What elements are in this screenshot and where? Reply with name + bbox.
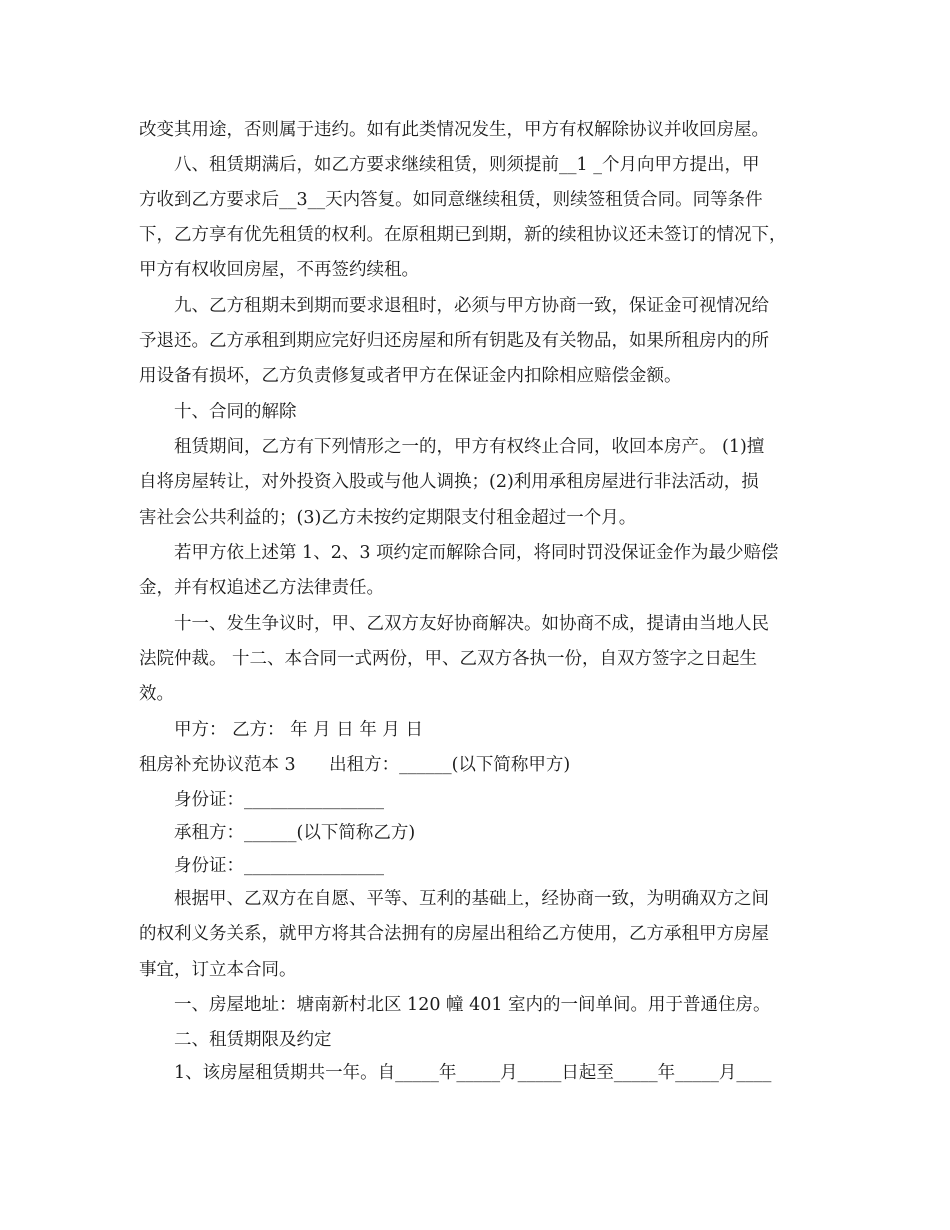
text-line: 方收到乙方要求后__3__天内答复。如同意继续租赁，则续签租赁合同。同等条件 [139,190,763,210]
text-line: 的权利义务关系，就甲方将其合法拥有的房屋出租给乙方使用，乙方承租甲方房屋 [139,924,769,944]
lessee-line: 承租方：______(以下简称乙方) [174,823,416,843]
text-line: 一、房屋地址：塘南新村北区 120 幢 401 室内的一间单间。用于普通住房。 [174,995,771,1015]
text-line: 改变其用途，否则属于违约。如有此类情况发生，甲方有权解除协议并收回房屋。 [139,120,769,140]
text-line: 八、租赁期满后，如乙方要求继续租赁，则须提前__1 _个月向甲方提出，甲 [174,155,760,175]
text-line: 若甲方依上述第 1、2、3 项约定而解除合同，将同时罚没保证金作为最少赔偿 [174,543,779,563]
text-line: 害社会公共利益的；(3)乙方未按约定期限支付租金超过一个月。 [139,508,637,528]
text-line: 用设备有损坏，乙方负责修复或者甲方在保证金内扣除相应赔偿金额。 [139,366,682,386]
signature-line: 甲方： 乙方： 年 月 日 年 月 日 [174,720,423,740]
text-line: 予退还。乙方承租到期应完好归还房屋和所有钥匙及有关物品，如果所租房内的所 [139,331,769,351]
text-line: 甲方有权收回房屋，不再签约续租。 [139,260,419,280]
text-line: 根据甲、乙双方在自愿、平等、互利的基础上，经协商一致，为明确双方之间 [174,889,769,909]
agreement-title-line: 租房补充协议范本 3 出租方：______(以下简称甲方) [139,755,571,775]
text-line: 下，乙方享有优先租赁的权利。在原租期已到期，新的续租协议还未签订的情况下， [139,225,787,245]
text-line: 自将房屋转让，对外投资入股或与他人调换；(2)利用承租房屋进行非法活动，损 [139,472,759,492]
section-heading: 十、合同的解除 [174,402,297,422]
text-line: 1、该房屋租赁期共一年。自_____年_____月_____日起至_____年_____月____ [174,1063,772,1083]
text-line: 效。 [139,684,174,704]
text-line: 九、乙方租期未到期而要求退租时，必须与甲方协商一致，保证金可视情况给 [174,296,769,316]
section-heading: 二、租赁期限及约定 [174,1030,332,1050]
id-field-line: 身份证：________________ [174,790,384,810]
text-line: 十一、发生争议时，甲、乙双方友好协商解决。如协商不成，提请由当地人民 [174,614,769,634]
text-line: 事宜，订立本合同。 [139,960,297,980]
text-line: 金，并有权追述乙方法律责任。 [139,578,384,598]
text-line: 租赁期间，乙方有下列情形之一的，甲方有权终止合同，收回本房产。 (1)擅 [174,437,765,457]
id-field-line: 身份证：________________ [174,856,384,876]
text-line: 法院仲裁。 十二、本合同一式两份，甲、乙双方各执一份，自双方签字之日起生 [139,649,758,669]
